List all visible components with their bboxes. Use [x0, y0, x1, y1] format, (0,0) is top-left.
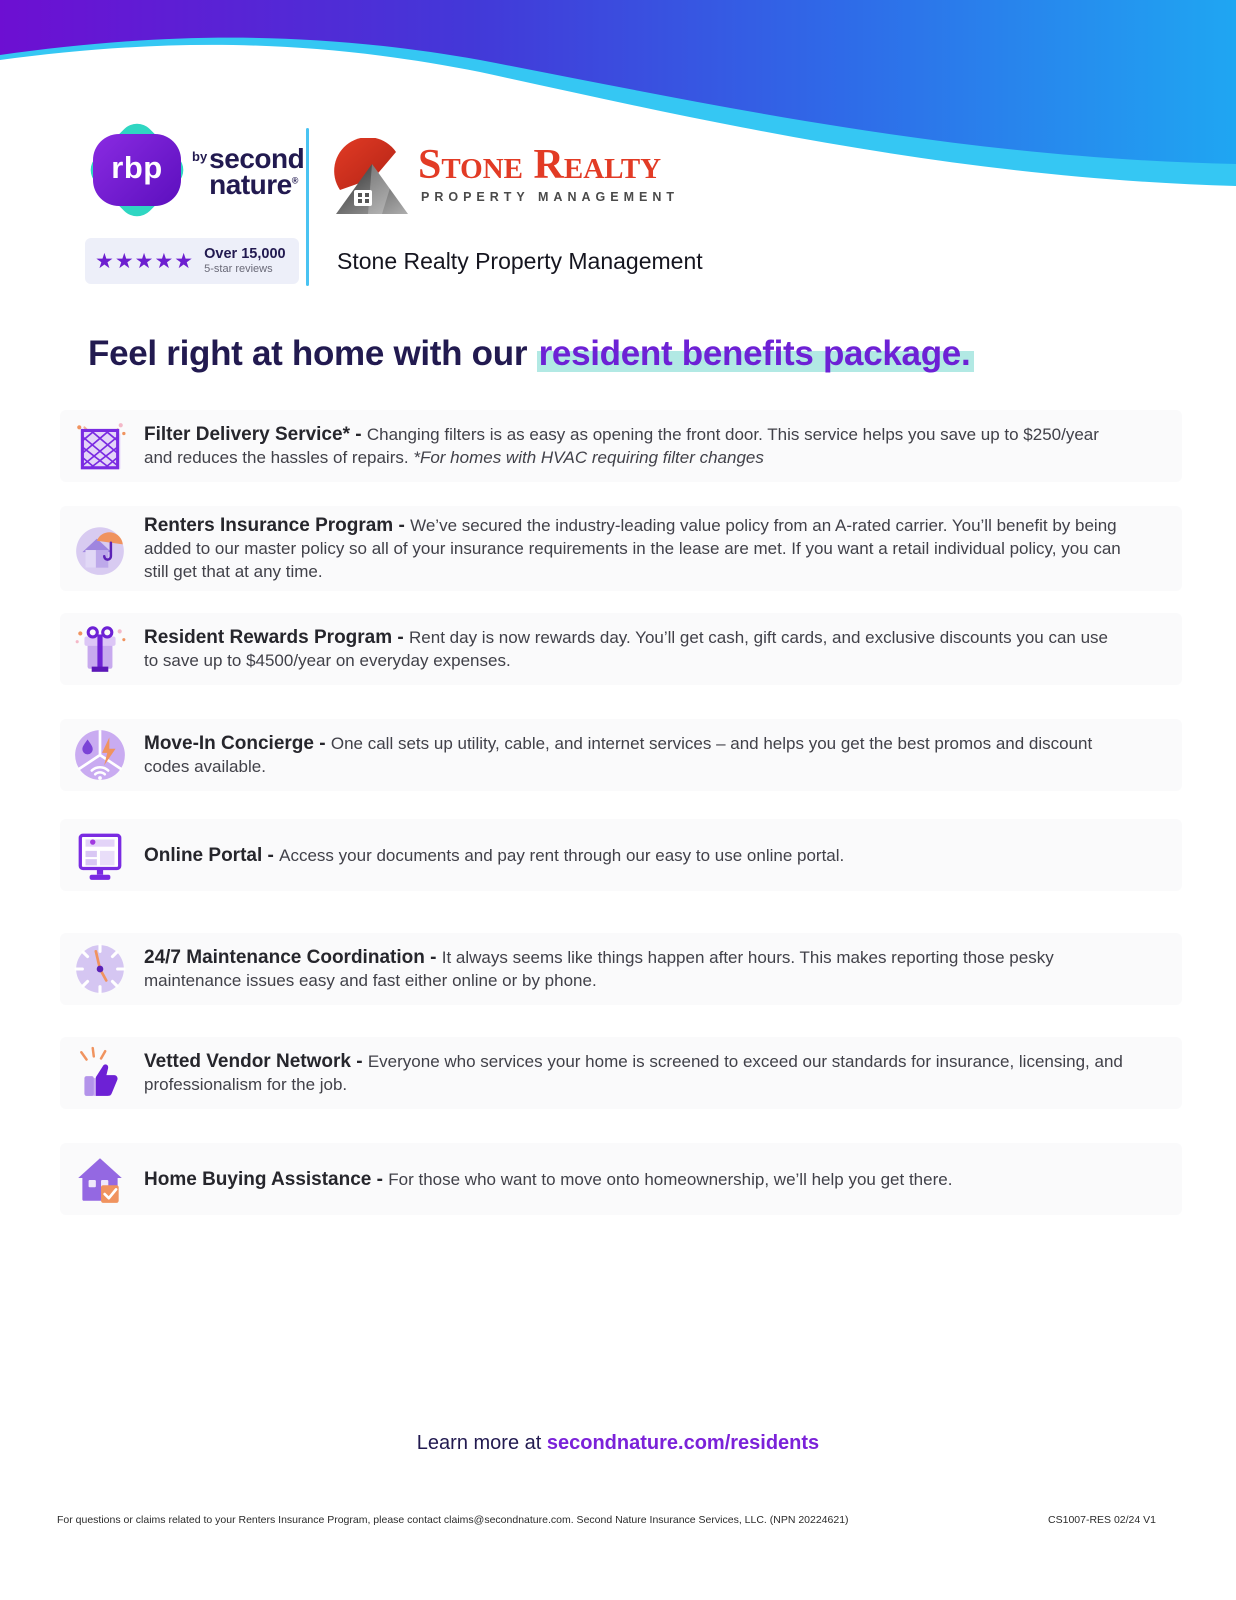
- title-prefix: Feel right at home with our: [88, 334, 537, 373]
- reviews-label: 5-star reviews: [204, 263, 273, 276]
- learn-more-line: [0, 1432, 1236, 1455]
- benefits-list: [60, 410, 1182, 1215]
- benefit-row-filter-delivery: [60, 410, 1182, 482]
- benefit-text: Home Buying Assistance - For those who want to move onto homeownership, we’ll help you get there.: [144, 1168, 953, 1190]
- benefit-row-resident-rewards: [60, 613, 1182, 685]
- fine-print-doc-code: CS1007-RES 02/24 V1: [1048, 1514, 1156, 1526]
- byline-by: by: [192, 149, 208, 164]
- benefit-row-maintenance: [60, 933, 1182, 1005]
- home-check-icon: [72, 1151, 128, 1207]
- stone-realty-house-icon: [332, 138, 410, 222]
- benefit-text: 24/7 Maintenance Coordination - It always seems like things happen after hours. This makes reporting those pesky maintenance issues easy and fast either online or by phone.: [144, 947, 1054, 990]
- reviews-badge: [85, 238, 299, 284]
- header-divider: [306, 128, 309, 286]
- partner-name: Stone Realty Property Management: [337, 248, 703, 274]
- partner-subtitle: PROPERTY MANAGEMENT: [421, 190, 679, 204]
- umbrella-house-icon: [72, 521, 128, 577]
- benefit-row-vetted-vendors: [60, 1037, 1182, 1109]
- benefit-row-renters-insurance: [60, 506, 1182, 591]
- partner-wordmark: [418, 144, 679, 204]
- rbp-logo-text: rbp: [111, 150, 163, 185]
- benefit-text: Vetted Vendor Network - Everyone who services your home is screened to exceed our standards for insurance, licensing, and professionalism for the job.: [144, 1051, 1123, 1094]
- gift-icon: [72, 621, 128, 677]
- benefit-text: Online Portal - Access your documents and pay rent through our easy to use online portal.: [144, 844, 845, 866]
- benefit-text: Resident Rewards Program - Rent day is now rewards day. You’ll get cash, gift cards, and exclusive discounts you can use to save up to $4500/year on everyday expenses.: [144, 627, 1108, 670]
- rbp-logo: [85, 126, 189, 230]
- utilities-wheel-icon: [72, 727, 128, 783]
- benefit-text: Move-In Concierge - One call sets up utility, cable, and internet services – and helps you get the best promos and discount codes available.: [144, 733, 1093, 776]
- five-stars-icon: ★★★★★: [95, 249, 195, 273]
- thumbs-up-icon: [72, 1045, 128, 1101]
- clock-icon: [72, 941, 128, 997]
- partner-title: Stone Realty: [418, 142, 662, 188]
- partner-logo: [332, 138, 679, 222]
- benefit-row-online-portal: [60, 819, 1182, 891]
- second-nature-brand: second nature®: [209, 143, 305, 200]
- title-highlight: resident benefits package.: [537, 334, 975, 375]
- benefit-text: Filter Delivery Service* - Changing filters is as easy as opening the front door. This service helps you save up to $250/year and reduces the hassles of repairs. *For homes with HVAC requiring filter changes: [144, 424, 1099, 467]
- reviews-count: Over 15,000: [204, 246, 286, 263]
- fine-print-insurance: For questions or claims related to your Renters Insurance Program, please contact claims@secondnature.com. Second Nature Insurance Services, LLC. (NPN 20224621): [57, 1514, 849, 1526]
- learn-more-link[interactable]: secondnature.com/residents: [546, 1432, 820, 1454]
- benefit-text: Renters Insurance Program - We’ve secured the industry-leading value policy from an A-rated carrier. You’ll benefit by being added to our master policy so all of your insurance requirements in the lease are met. If you want a retail individual policy, you can still get that at any time.: [144, 515, 1121, 581]
- air-filter-icon: [72, 418, 128, 474]
- second-nature-wordmark: [192, 143, 305, 200]
- reviews-text: [204, 246, 285, 275]
- benefit-row-home-buying: [60, 1143, 1182, 1215]
- page-title: [88, 334, 974, 374]
- benefit-row-move-in-concierge: [60, 719, 1182, 791]
- monitor-icon: [72, 827, 128, 883]
- learn-more-prefix: Learn more at: [416, 1432, 547, 1454]
